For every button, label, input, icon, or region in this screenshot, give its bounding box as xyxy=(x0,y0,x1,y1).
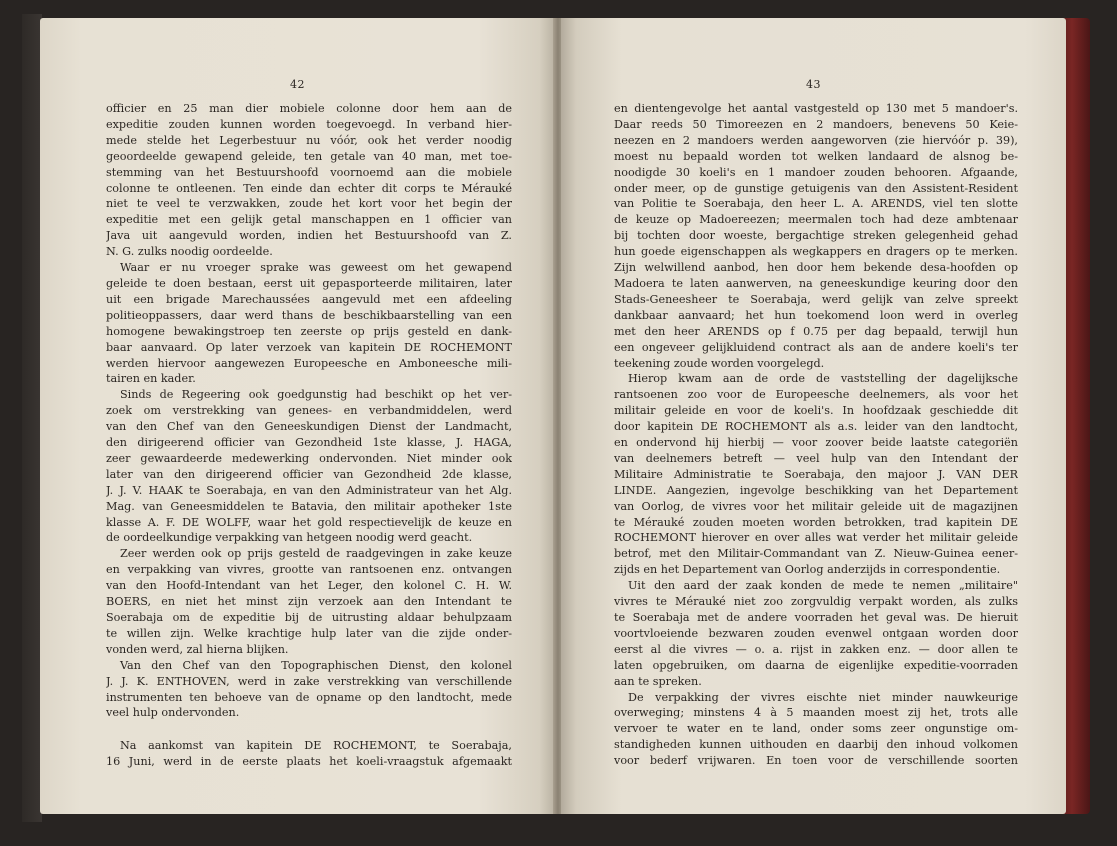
text-line: teekening zoude worden voorgelegd. xyxy=(614,356,825,370)
text-line: een ongeveer gelijkluidend contract als aan de andere koeli's ter xyxy=(614,340,1018,354)
text-line: colonne te ontleenen. Ten einde dan echter dit corps te Mérauké xyxy=(106,181,512,195)
text-line: officier en 25 man dier mobiele colonne door hem aan de xyxy=(106,102,512,115)
text-line: moest nu bepaald worden tot welken landaard de alsnog be- xyxy=(614,149,1018,163)
text-line: Hierop kwam aan de orde de vaststelling der dagelijksche xyxy=(628,372,1018,386)
text-line: expeditie met een gelijk getal manschappen en 1 officier van xyxy=(106,213,512,227)
text-line: overweging; minstens 4 à 5 maanden moest zij het, trots alle xyxy=(614,706,1018,720)
left-cover-edge xyxy=(22,14,42,822)
text-line: standigheden kunnen uithouden en daarbij den inhoud volkomen xyxy=(614,738,1018,752)
text-line: geleide te doen bestaan, eerst uit gepasporteerde militairen, later xyxy=(106,276,512,290)
text-line: Na aankomst van kapitein DE ROCHEMONT, te Soerabaja, xyxy=(120,739,512,753)
text-line: instrumenten ten behoeve van de opname op den landtocht, mede xyxy=(106,690,512,704)
text-line: te willen zijn. Welke krachtige hulp later van die zijde onder- xyxy=(106,626,512,640)
text-line: later van den dirigeerend officier van Gezondheid 2de klasse, xyxy=(106,467,512,481)
text-line: te Soerabaja met de andere voorraden het geval was. De hieruit xyxy=(614,611,1018,624)
text-line: Zeer werden ook op prijs gesteld de raadgevingen in zake keuze xyxy=(120,547,512,561)
text-line xyxy=(106,721,512,738)
text-line: van den Chef van den Geneeskundigen Dienst der Landmacht, xyxy=(106,420,512,434)
text-line: mede stelde het Legerbestuur nu vóór, ook het verder noodig xyxy=(106,133,512,147)
page-number-right: 43 xyxy=(806,78,821,91)
text-line: betrof, met den Militair-Commandant van Z. Nieuw-Guinea eener- xyxy=(614,547,1018,561)
text-line: en dientengevolge het aantal vastgesteld op 130 met 5 mandoer's. xyxy=(614,102,1018,115)
text-line: de keuze op Madoereezen; meermalen toch had deze ambtenaar xyxy=(614,213,1018,227)
text-line: vonden werd, zal hierna blijken. xyxy=(106,642,289,656)
text-line: van Oorlog, de vivres voor het militair geleide uit de magazijnen xyxy=(614,499,1018,513)
text-line: rantsoenen zoo voor de Europeesche deelnemers, als voor het xyxy=(614,388,1018,402)
text-line: Militaire Administratie te Soerabaja, den majoor J. VAN DER xyxy=(614,467,1018,481)
text-line: eerst al die vivres — o. a. rijst in zakken enz. — door allen te xyxy=(614,642,1018,656)
text-line: door kapitein DE ROCHEMONT als a.s. leider van den landtocht, xyxy=(614,420,1018,434)
text-line: baar aanvaard. Op later verzoek van kapitein DE ROCHEMONT xyxy=(106,340,512,354)
text-line: laten opgebruiken, om daarna de eigenlijke expeditie-voorraden xyxy=(614,658,1018,672)
text-line: onder meer, op de gunstige getuigenis van den Assistent-Resident xyxy=(614,181,1018,195)
text-line: zoek om verstrekking van genees- en verbandmiddelen, werd xyxy=(106,404,512,418)
text-line: en ondervond hij hierbij — voor zoover beide laatste categoriën xyxy=(614,436,1018,450)
left-page-text xyxy=(106,101,512,770)
text-line: van Politie te Soerabaja, den heer L. A. ARENDS, viel ten slotte xyxy=(614,197,1018,211)
text-line: Daar reeds 50 Timoreezen en 2 mandoers, benevens 50 Keie- xyxy=(614,117,1018,131)
text-line: 16 Juni, werd in de eerste plaats het koeli-vraagstuk afgemaakt xyxy=(106,755,512,769)
text-line: bij tochten door woeste, bergachtige streken gelegenheid gehad xyxy=(614,229,1018,243)
text-line: voor bederf vrijwaren. En toen voor de verschillende soorten xyxy=(614,754,1018,768)
text-line: Soerabaja om de expeditie bij de uitrusting aldaar behulpzaam xyxy=(106,611,512,624)
text-line: den dirigeerend officier van Gezondheid 1ste klasse, J. HAGA, xyxy=(106,436,512,450)
text-line: politieoppassers, daar werd thans de beschikbaarstelling van een xyxy=(106,308,512,322)
text-line: van deelnemers betreft — veel hulp van den Intendant der xyxy=(614,451,1018,465)
right-page xyxy=(561,18,1066,814)
text-line: noodigde 30 koeli's en 1 mandoer zouden behooren. Afgaande, xyxy=(614,165,1018,179)
text-line: van den Hoofd-Intendant van het Leger, den kolonel C. H. W. xyxy=(106,579,512,593)
text-line: Stads-Geneesheer te Soerabaja, werd gelijk van zelve spreekt xyxy=(614,292,1018,306)
text-line: te Mérauké zouden moeten worden betrokken, trad kapitein DE xyxy=(614,515,1018,529)
text-line: vervoer te water en te land, onder soms zeer ongunstige om- xyxy=(614,722,1018,736)
text-line: militair geleide en voor de koeli's. In hoofdzaak geschiedde dit xyxy=(614,404,1018,418)
text-line: N. G. zulks noodig oordeelde. xyxy=(106,245,273,259)
text-line: J. J. V. HAAK te Soerabaja, en van den Administrateur van het Alg. xyxy=(106,483,512,497)
text-line: aan te spreken. xyxy=(614,674,702,688)
text-line: Sinds de Regeering ook goedgunstig had beschikt op het ver- xyxy=(120,388,512,402)
text-line: geoordeelde gewapend geleide, ten getale van 40 man, met toe- xyxy=(106,149,512,163)
text-line: dankbaar aanvaard; het hun toekomend loon werd in overleg xyxy=(614,308,1018,322)
text-line: klasse A. F. DE WOLFF, waar het gold respectievelijk de keuze en xyxy=(106,515,512,529)
text-line: homogene bewakingstroep ten zeerste op prijs gesteld en dank- xyxy=(106,324,512,338)
text-line: De verpakking der vivres eischte niet minder nauwkeurige xyxy=(628,690,1018,704)
text-line: werden hiervoor aangewezen Europeesche en Amboneesche mili- xyxy=(106,356,512,370)
text-line: expeditie zouden kunnen worden toegevoegd. In verband hier- xyxy=(106,117,512,131)
text-line: tairen en kader. xyxy=(106,372,196,386)
text-line: neezen en 2 mandoers werden aangeworven (zie hiervóór p. 39), xyxy=(614,133,1018,147)
text-line: vivres te Mérauké niet zoo zorgvuldig verpakt worden, als zulks xyxy=(614,595,1018,609)
text-line: uit een brigade Marechaussées aangevuld met een afdeeling xyxy=(106,292,512,306)
text-line: en verpakking van vivres, grootte van rantsoenen enz. ontvangen xyxy=(106,563,512,577)
text-line: Van den Chef van den Topographischen Dienst, den kolonel xyxy=(120,658,512,672)
page-number-left: 42 xyxy=(290,78,305,91)
text-line: J. J. K. ENTHOVEN, werd in zake verstrekking van verschillende xyxy=(106,674,512,688)
text-line: Mag. van Geneesmiddelen te Batavia, den militair apotheker 1ste xyxy=(106,499,512,513)
text-line: BOERS, en niet het minst zijn verzoek aan den Intendant te xyxy=(106,595,512,609)
text-line: stemming van het Bestuurshoofd voornoemd aan die mobiele xyxy=(106,165,512,179)
right-page-text xyxy=(614,101,1018,769)
text-line: Uit den aard der zaak konden de mede te nemen „militaire" xyxy=(628,579,1018,593)
text-line: ROCHEMONT hierover en over alles wat verder het militair geleide xyxy=(614,531,1018,545)
text-line: niet te veel te verzwakken, zoude het kort voor het begin der xyxy=(106,197,512,211)
text-line: Zijn welwillend aanbod, hen door hem bekende desa-hoofden op xyxy=(614,261,1018,275)
text-line: de oordeelkundige verpakking van hetgeen noodig werd geacht. xyxy=(106,531,473,545)
left-page xyxy=(40,18,555,814)
text-line: Madoera te laten aanwerven, na geneeskundige keuring door den xyxy=(614,276,1018,290)
text-line: veel hulp ondervonden. xyxy=(106,706,240,720)
text-line: hun goede eigenschappen als wegkappers en dragers op te merken. xyxy=(614,245,1018,259)
text-line: Java uit aangevuld worden, indien het Bestuurshoofd van Z. xyxy=(106,229,512,243)
text-line: LINDE. Aangezien, ingevolge beschikking van het Departement xyxy=(614,483,1018,497)
text-line: Waar er nu vroeger sprake was geweest om het gewapend xyxy=(120,261,512,275)
text-line: met den heer ARENDS op f 0.75 per dag bepaald, terwijl hun xyxy=(614,324,1018,338)
text-line: voortvloeiende bezwaren zouden evenwel ontgaan worden door xyxy=(614,626,1018,640)
text-line: zijds en het Departement van Oorlog anderzijds in correspondentie. xyxy=(614,563,1001,577)
text-line: zeer gewaardeerde medewerking ondervonden. Niet minder ook xyxy=(106,451,512,465)
